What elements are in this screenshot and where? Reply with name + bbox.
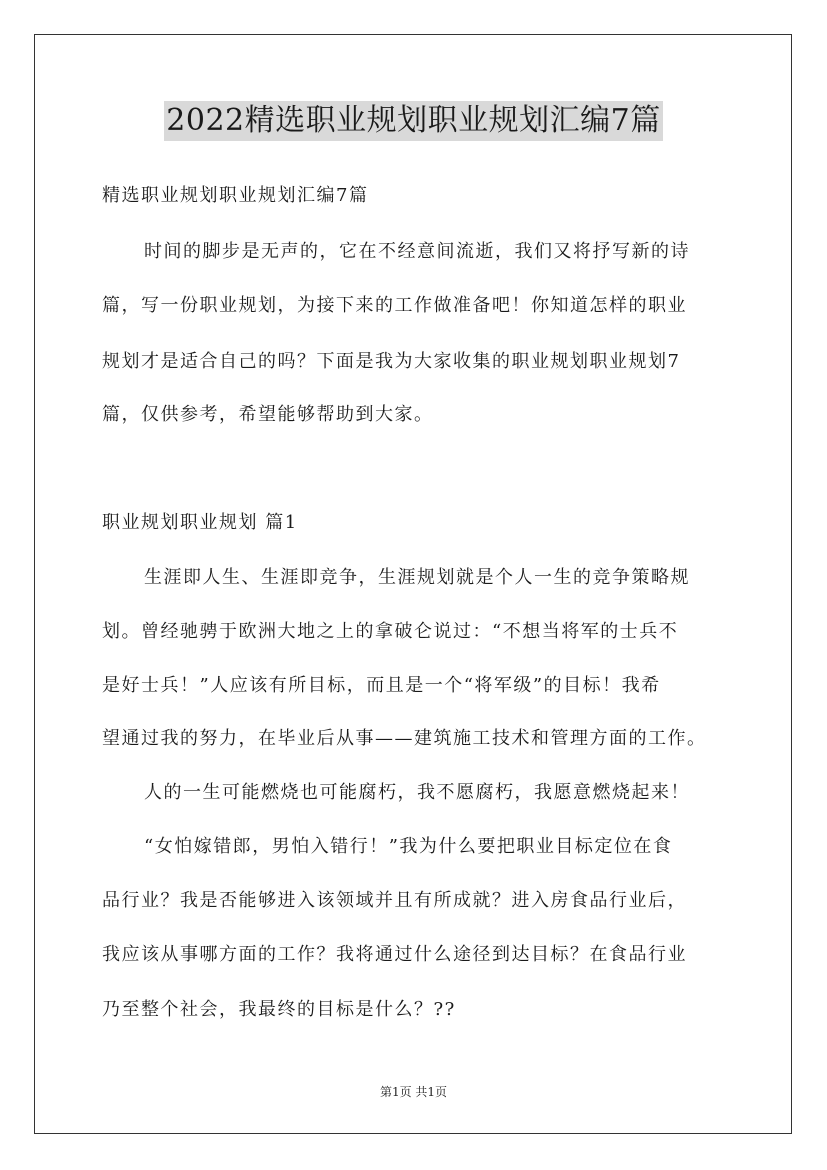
paragraph-line: 是好士兵！”人应该有所目标，而且是一个“将军级”的目标！我希 xyxy=(102,675,661,696)
page-indicator: 第1页 共1页 xyxy=(379,1085,448,1099)
paragraph-line: 望通过我的努力，在毕业后从事——建筑施工技术和管理方面的工作。 xyxy=(102,728,707,749)
intro-line: 篇，写一份职业规划，为接下来的工作做准备吧！你知道怎样的职业 xyxy=(102,295,687,316)
paragraph-line: 品行业？我是否能够进入该领域并且有所成就？进入房食品行业后， xyxy=(102,890,687,911)
paragraph-line: 人的一生可能燃烧也可能腐朽，我不愿腐朽，我愿意燃烧起来！ xyxy=(144,782,690,803)
paragraph-line: 我应该从事哪方面的工作？我将通过什么途径到达目标？在食品行业 xyxy=(102,944,687,965)
paragraph-line: 划。曾经驰骋于欧洲大地之上的拿破仑说过：“不想当将军的士兵不 xyxy=(102,621,679,642)
intro-line: 篇，仅供参考，希望能够帮助到大家。 xyxy=(102,404,434,425)
paragraph-line: 生涯即人生、生涯即竞争，生涯规划就是个人一生的竞争策略规 xyxy=(144,567,690,588)
intro-line: 时间的脚步是无声的，它在不经意间流逝，我们又将抒写新的诗 xyxy=(144,241,690,262)
title-container xyxy=(0,101,827,141)
paragraph-line: “女怕嫁错郎，男怕入错行！”我为什么要把职业目标定位在食 xyxy=(144,836,673,857)
paragraph-line: 乃至整个社会，我最终的目标是什么？?? xyxy=(102,999,456,1020)
document-title: 2022精选职业规划职业规划汇编7篇 xyxy=(164,101,662,141)
section-heading: 职业规划职业规划 篇1 xyxy=(102,512,298,533)
document-subtitle: 精选职业规划职业规划汇编7篇 xyxy=(102,185,369,206)
intro-line: 规划才是适合自己的吗？下面是我为大家收集的职业规划职业规划7 xyxy=(102,351,681,372)
